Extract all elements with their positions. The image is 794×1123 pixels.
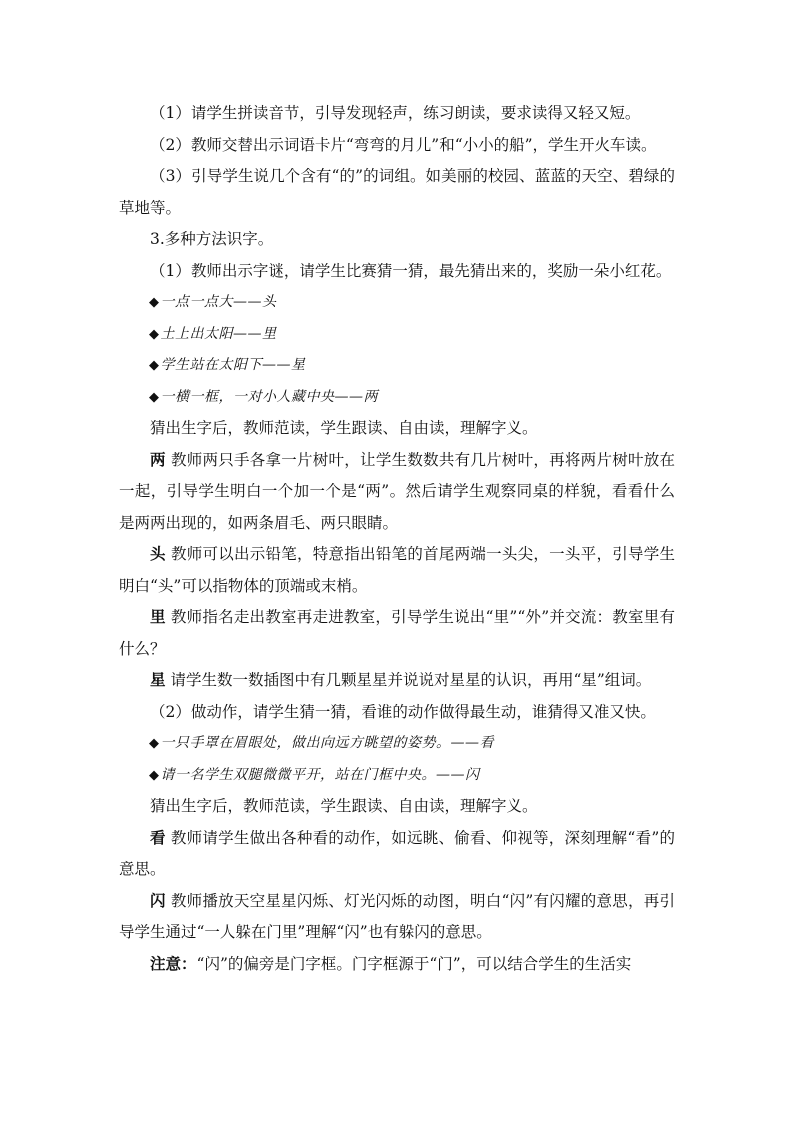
char-explanation — [119, 886, 675, 949]
char-text: 教师指名走出教室再走进教室，引导学生说出“里”“外”并交流：教室里有什么？ — [119, 608, 675, 658]
riddle-item — [119, 319, 675, 351]
riddle-text: 请一名学生双腿微微平开，站在门框中央。——闪 — [160, 766, 480, 783]
diamond-bullet-icon: ◆ — [149, 326, 160, 342]
riddle-text: 一点一点大——头 — [160, 294, 277, 310]
section-heading: 3.多种方法识字。 — [150, 230, 274, 248]
char-text: 教师请学生做出各种看的动作，如远眺、偷看、仰视等，深刻理解“看”的意思。 — [119, 828, 675, 878]
char-explanation — [119, 665, 675, 697]
paragraph-2: （2）教师交替出示词语卡片“弯弯的月儿”和“小小的船”，学生开火车读。 — [150, 135, 657, 154]
riddle-item — [119, 728, 675, 760]
paragraph-6: （2）做动作，请学生猜一猜，看谁的动作做得最生动，谁猜得又准又快。 — [150, 702, 656, 721]
riddle-item — [119, 382, 675, 414]
note-paragraph — [119, 949, 675, 981]
after-riddles-2: 猜出生字后，教师范读，学生跟读、自由读，理解字义。 — [150, 797, 538, 815]
riddle-text: 土上出太阳——里 — [160, 325, 277, 342]
char-keyword: 看 — [150, 828, 166, 847]
char-text: 教师两只手各拿一片树叶，让学生数数共有几片树叶，再将两片树叶放在一起，引导学生明白一个加一个是“两”。然后请学生观察同桌的样貌，看看什么是两两出现的，如两条眉毛、两只眼睛。 — [119, 450, 675, 532]
char-text: 教师播放天空星星闪烁、灯光闪烁的动图，明白“闪”有闪耀的意思，再引导学生通过“一人躲在门里”理解“闪”也有躲闪的意思。 — [119, 891, 675, 941]
diamond-bullet-icon: ◆ — [149, 767, 160, 783]
riddle-text: 学生站在太阳下——星 — [160, 357, 306, 373]
diamond-bullet-icon: ◆ — [149, 736, 160, 751]
paragraph-3: （3）引导学生说几个含有“的”的词组。如美丽的校园、蓝蓝的天空、碧绿的草地等。 — [119, 167, 675, 217]
note-label: 注意： — [150, 954, 197, 973]
paragraph-1: （1）请学生拼读音节，引导发现轻声，练习朗读，要求读得又轻又短。 — [150, 104, 641, 122]
diamond-bullet-icon: ◆ — [149, 358, 160, 373]
char-keyword: 里 — [150, 608, 166, 626]
riddle-item — [119, 350, 675, 382]
char-text: 教师可以出示铅笔，特意指出铅笔的首尾两端一头尖，一头平，引导学生明白“头”可以指物体的顶端或末梢。 — [119, 545, 675, 595]
riddle-text: 一横一框，一对小人藏中央——两 — [160, 388, 378, 405]
char-keyword: 头 — [150, 545, 166, 563]
char-explanation — [119, 823, 675, 886]
char-explanation — [119, 445, 675, 540]
riddle-item — [119, 287, 675, 319]
char-text: 请学生数一数插图中有几颗星星并说说对星星的认识，再用“星”组词。 — [165, 671, 652, 689]
riddle-text: 一只手罩在眉眼处，做出向远方眺望的姿势。——看 — [160, 735, 494, 751]
after-riddles-1: 猜出生字后，教师范读，学生跟读、自由读，理解字义。 — [150, 419, 538, 437]
char-explanation — [119, 602, 675, 665]
riddle-item — [119, 760, 675, 792]
char-keyword: 两 — [150, 450, 166, 469]
paragraph-5: （1）教师出示字谜，请学生比赛猜一猜，最先猜出来的，奖励一朵小红花。 — [150, 261, 672, 280]
diamond-bullet-icon: ◆ — [149, 389, 160, 405]
char-keyword: 闪 — [150, 891, 166, 910]
char-keyword: 星 — [150, 671, 166, 689]
char-explanation — [119, 539, 675, 602]
note-text: “闪”的偏旁是门字框。门字框源于“门”，可以结合学生的生活实 — [196, 954, 632, 973]
diamond-bullet-icon: ◆ — [149, 295, 160, 310]
